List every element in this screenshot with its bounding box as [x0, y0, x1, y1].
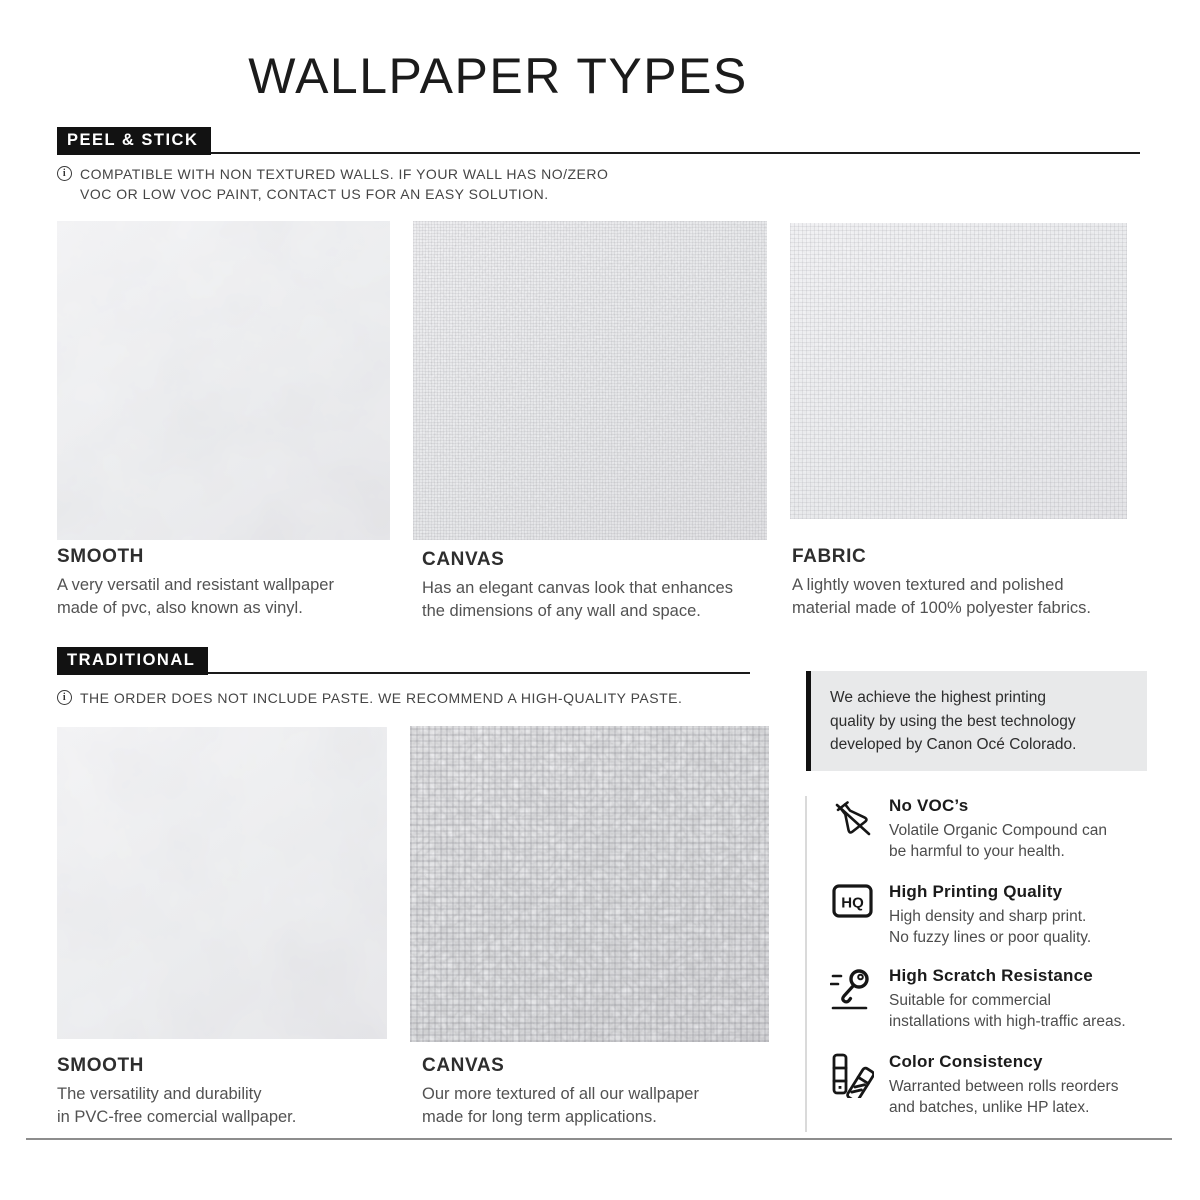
swatch-desc-fabric	[792, 574, 1091, 620]
feature-color-consistency	[830, 1052, 1150, 1118]
note-line: VOC OR LOW VOC PAINT, CONTACT US FOR AN EASY SOLUTION.	[80, 186, 549, 202]
no-voc-icon	[830, 796, 874, 862]
desc-line: the dimensions of any wall and space.	[422, 602, 701, 620]
feature-text	[889, 1052, 1118, 1118]
desc-line: in PVC-free comercial wallpaper.	[57, 1108, 297, 1126]
peel-stick-section-badge: PEEL & STICK	[57, 127, 211, 155]
traditional-section-badge: TRADITIONAL	[57, 647, 208, 675]
smooth-texture-noise	[57, 727, 387, 1039]
feature-desc	[889, 990, 1126, 1032]
high-quality-icon	[830, 882, 874, 948]
peel-stick-note	[57, 164, 677, 204]
desc-line: Warranted between rolls reorders	[889, 1078, 1119, 1095]
bottom-divider-line	[26, 1138, 1172, 1140]
printing-quality-quote	[806, 671, 1147, 771]
desc-line: Has an elegant canvas look that enhances	[422, 579, 733, 597]
feature-desc	[889, 1076, 1118, 1118]
desc-line: material made of 100% polyester fabrics.	[792, 599, 1091, 617]
desc-line: and batches, unlike HP latex.	[889, 1099, 1090, 1116]
feature-no-voc	[830, 796, 1150, 862]
swatch-name-canvas: CANVAS	[422, 549, 505, 570]
feature-title: High Printing Quality	[889, 882, 1063, 901]
feature-high-printing-quality	[830, 882, 1150, 948]
traditional-note-text: THE ORDER DOES NOT INCLUDE PASTE. WE RECOMMEND A HIGH-QUALITY PASTE.	[80, 690, 683, 706]
woven-fabric-texture-swatch	[790, 223, 1127, 519]
page-title: WALLPAPER TYPES	[248, 48, 748, 104]
desc-line: Volatile Organic Compound can	[889, 822, 1107, 839]
burlap-weave-overlay	[410, 726, 769, 1042]
feature-desc	[889, 906, 1091, 948]
fabric-weave-overlay	[790, 223, 1127, 519]
hq-icon-label: HQ	[841, 894, 864, 912]
desc-line: Our more textured of all our wallpaper	[422, 1085, 699, 1103]
peel-stick-section-underline	[57, 152, 1140, 155]
swatch-desc-smooth-traditional	[57, 1083, 296, 1129]
desc-line: be harmful to your health.	[889, 843, 1065, 860]
quote-line: developed by Canon Océ Colorado.	[830, 736, 1077, 753]
desc-line: High density and sharp print.	[889, 908, 1087, 925]
feature-text	[889, 882, 1091, 948]
feature-high-scratch-resistance	[830, 966, 1150, 1032]
smooth-texture-noise	[57, 221, 390, 540]
feature-title: Color Consistency	[889, 1052, 1043, 1071]
info-icon: i	[57, 166, 72, 181]
quote-line: quality by using the best technology	[830, 712, 1076, 730]
peel-stick-note-text	[80, 164, 608, 204]
quote-line: We achieve the highest printing	[830, 689, 1046, 706]
swatch-name-smooth: SMOOTH	[57, 546, 144, 567]
info-icon: i	[57, 690, 72, 705]
swatch-desc-smooth	[57, 574, 334, 620]
desc-line: Suitable for commercial	[889, 992, 1051, 1009]
swatch-desc-canvas	[422, 577, 733, 623]
desc-line: A very versatil and resistant wallpaper	[57, 576, 334, 594]
features-divider-line	[805, 796, 807, 1132]
feature-text	[889, 796, 1107, 862]
color-swatchbook-icon	[830, 1052, 874, 1118]
feature-text	[889, 966, 1126, 1032]
smooth-vinyl-texture-swatch	[57, 221, 390, 540]
desc-line: made for long term applications.	[422, 1108, 657, 1126]
desc-line: A lightly woven textured and polished	[792, 576, 1064, 594]
fine-canvas-texture-swatch	[413, 221, 767, 540]
desc-line: No fuzzy lines or poor quality.	[889, 929, 1092, 946]
smooth-pvc-free-texture-swatch	[57, 727, 387, 1039]
desc-line: installations with high-traffic areas.	[889, 1013, 1126, 1030]
feature-title: High Scratch Resistance	[889, 966, 1093, 985]
coarse-canvas-texture-swatch	[410, 726, 769, 1042]
swatch-desc-canvas-traditional	[422, 1083, 699, 1129]
traditional-note	[57, 688, 757, 708]
swatch-name-fabric: FABRIC	[792, 546, 867, 567]
feature-desc	[889, 820, 1107, 862]
desc-line: The versatility and durability	[57, 1085, 262, 1103]
feature-title: No VOC’s	[889, 796, 969, 815]
canvas-weave-overlay	[413, 221, 767, 540]
swatch-name-canvas-traditional: CANVAS	[422, 1055, 505, 1076]
note-line: COMPATIBLE WITH NON TEXTURED WALLS. IF YOUR WALL HAS NO/ZERO	[80, 166, 609, 182]
desc-line: made of pvc, also known as vinyl.	[57, 599, 303, 617]
scratch-resistance-key-icon	[830, 966, 874, 1032]
swatch-name-smooth-traditional: SMOOTH	[57, 1055, 144, 1076]
